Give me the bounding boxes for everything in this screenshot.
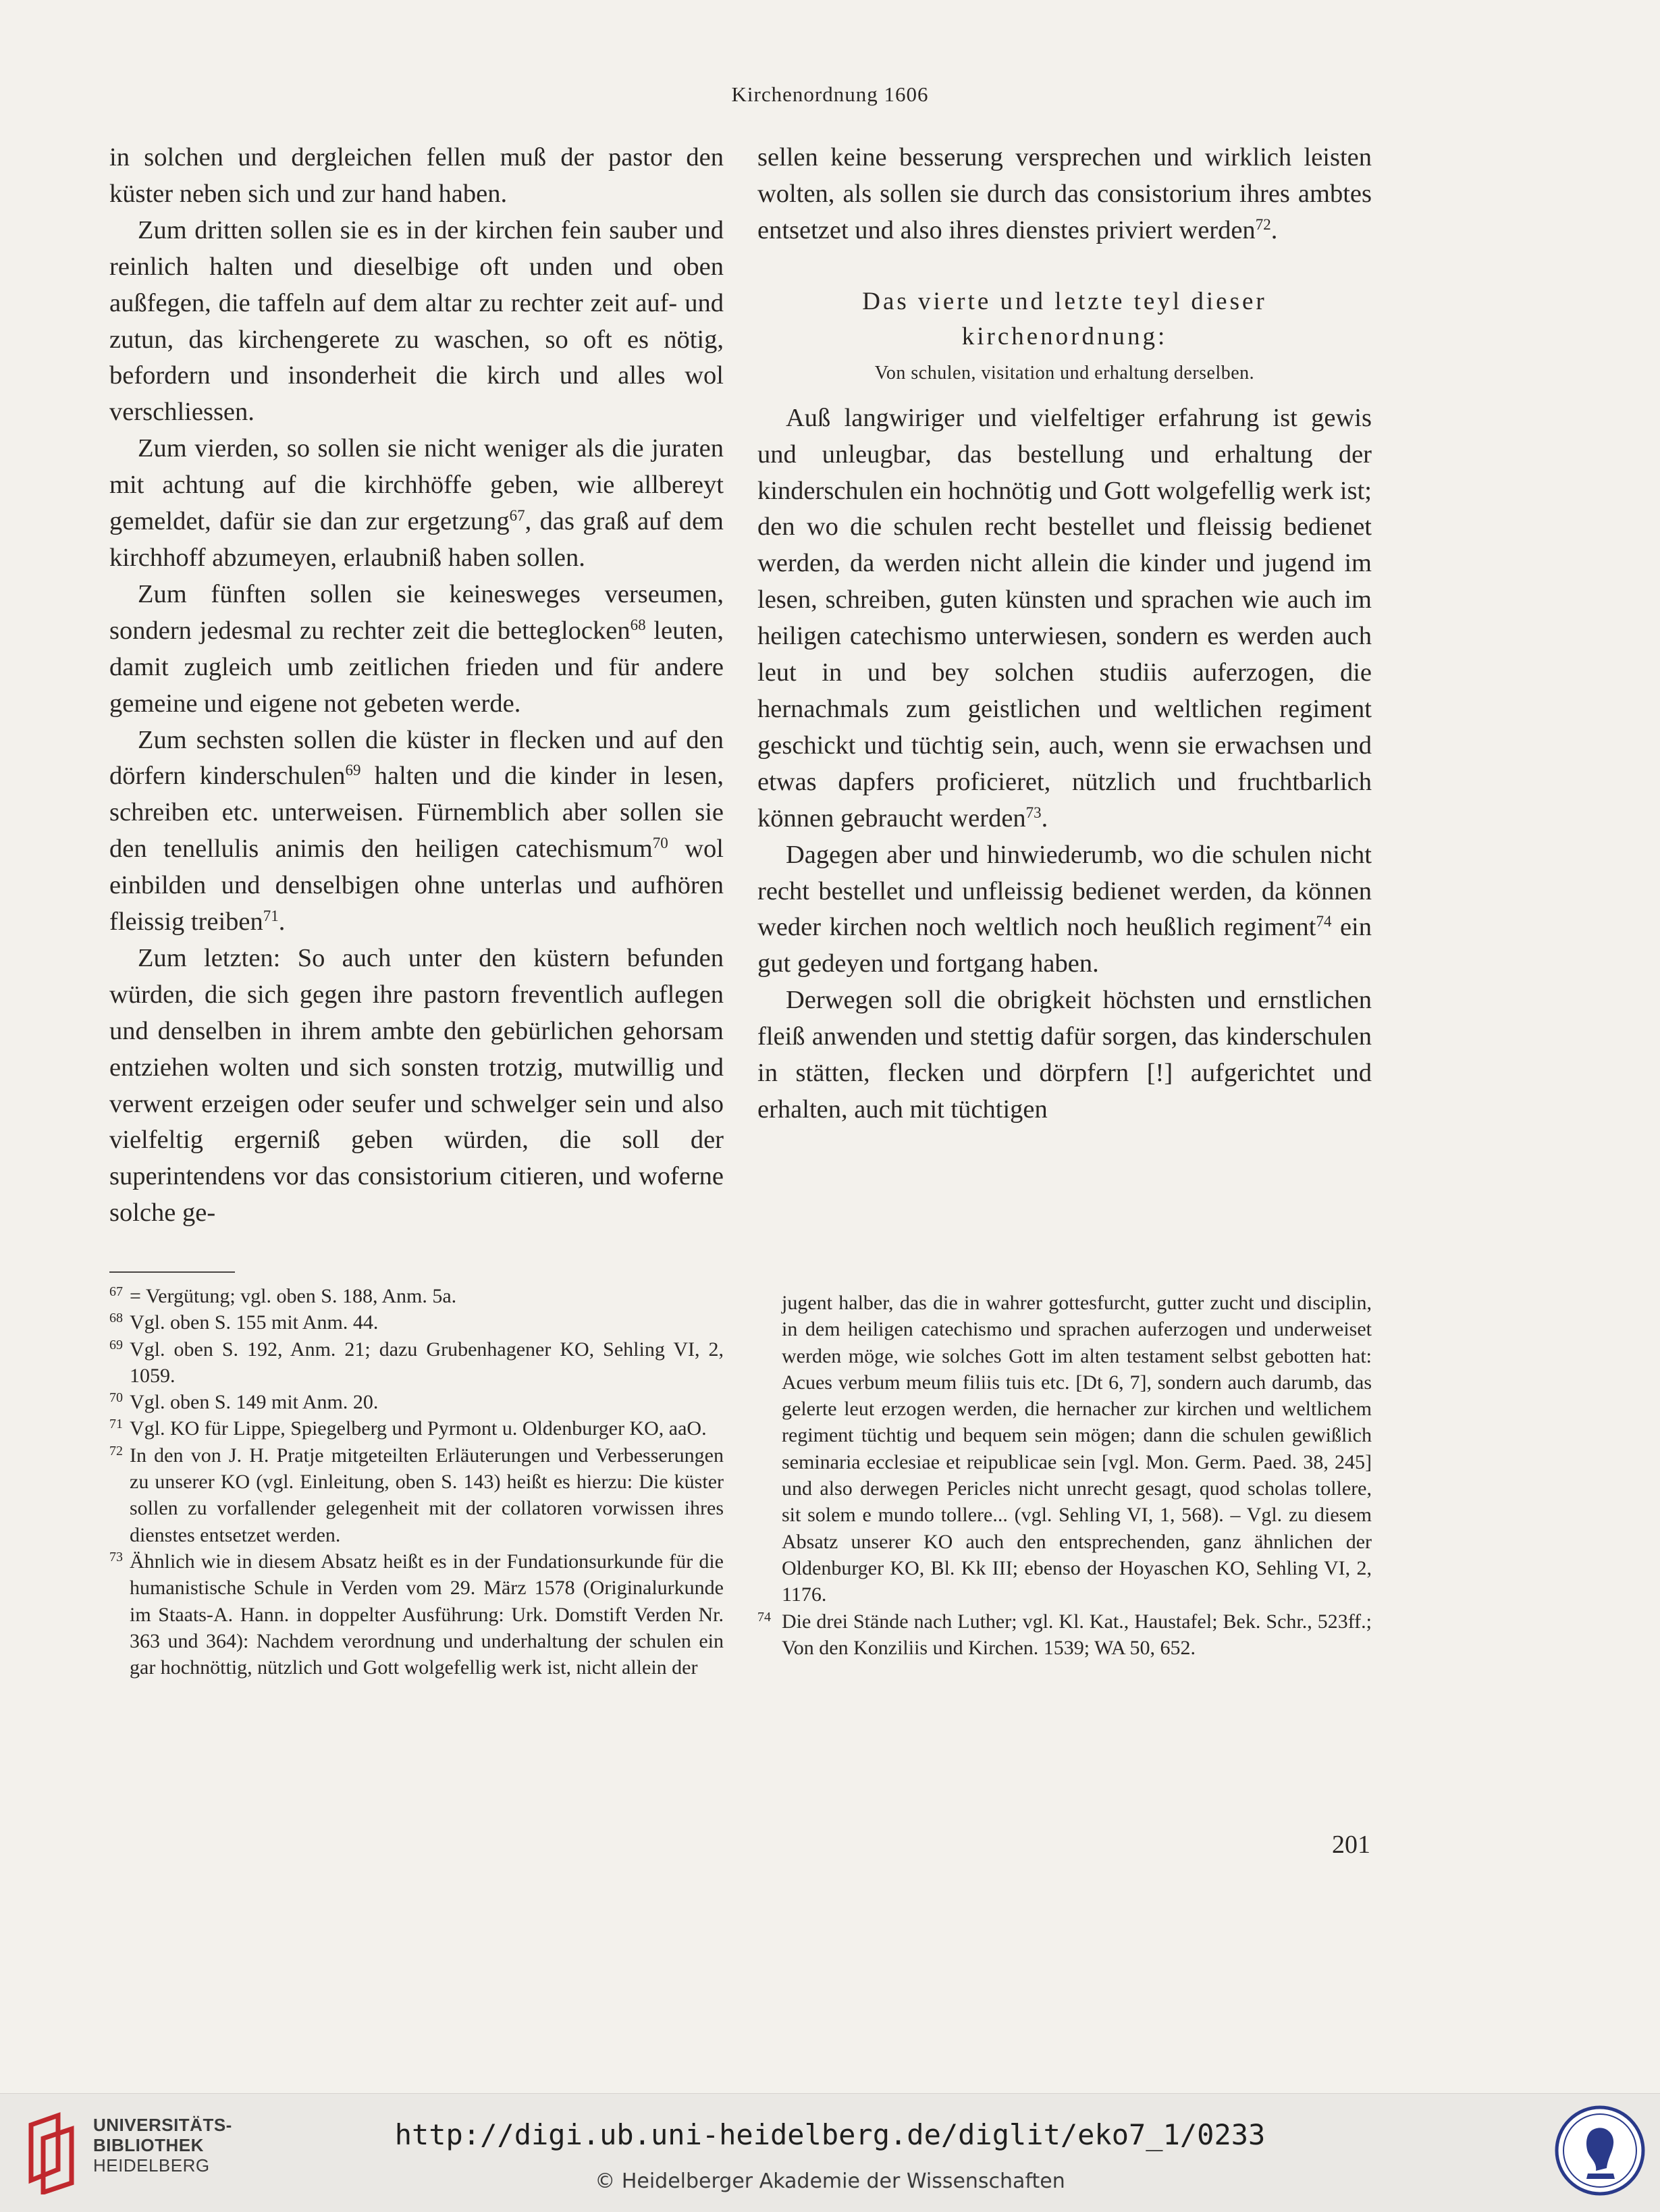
- footnote-text: Vgl. oben S. 192, Anm. 21; dazu Grubenhagener KO, Sehling VI, 2, 1059.: [130, 1338, 724, 1387]
- footnote-ref[interactable]: 71: [263, 907, 279, 925]
- paragraph: [109, 213, 724, 431]
- paragraph-text: Zum sechsten sollen die küster in flecken und auf den dörfern kinderschulen: [109, 725, 724, 791]
- footnote-ref[interactable]: 72: [1255, 215, 1271, 233]
- footnote-number: 70: [109, 1390, 123, 1406]
- copyright-notice: © Heidelberger Akademie der Wissenschaften: [595, 2169, 1065, 2193]
- section-heading: Das vierte und letzte teyl dieser kirchenordnung:: [862, 287, 1267, 350]
- footnote-ref[interactable]: 69: [345, 762, 361, 779]
- paragraph-text: wol einbilden und denselbigen ohne unterlas und aufhören fleissig treiben: [109, 835, 724, 937]
- paragraph-text: Zum fünften sollen sie keinesweges verseumen, sondern jedesmal zu rechter zeit die betteglocken: [109, 579, 724, 645]
- footnote-text: In den von J. H. Pratje mitgeteilten Erläuterungen und Verbesserungen zu unserer KO (vgl. Einleitung, oben S. 143) heißt es hierzu: Die küster sollen zu vorfallender gelegenheit mit der collatoren vorwissen ihres dienstes entsetzet werden.: [130, 1444, 724, 1546]
- footnote-ref[interactable]: 74: [1316, 913, 1332, 930]
- academy-seal-icon: [1553, 2103, 1647, 2198]
- footnote-text: Ähnlich wie in diesem Absatz heißt es in der Fundationsurkunde für die humanistische Schule in Verden vom 29. März 1578 (Originalurkunde im Staats-A. Hann. in doppelter Ausführung: Urk. Domstift Verden Nr. 363 und 364): Nachdem verordnung und underhaltung der schulen ein gar hochnöttig, nützlich und Gott wolgefellig werk ist, nicht allein der: [130, 1550, 724, 1679]
- footnote-ref[interactable]: 73: [1025, 804, 1042, 821]
- section-subheading: Von schulen, visitation und erhaltung derselben.: [874, 362, 1255, 384]
- footnote: [109, 1389, 724, 1415]
- footnote: [109, 1336, 724, 1390]
- paragraph: [109, 941, 724, 1232]
- footnote-text: Die drei Stände nach Luther; vgl. Kl. Kat., Haustafel; Bek. Schr., 523ff.; Von den Konziliis und Kirchen. 1539; WA 50, 652.: [782, 1610, 1372, 1659]
- institution-line: BIBLIOTHEK: [93, 2135, 204, 2155]
- paragraph-text: Zum letzten: So auch unter den küstern befunden würden, die sich gegen ihre pastorn freventlich auflegen und denselben in ihrem ambte den gebürlichen gehorsam entziehen wolten und sich sonsten trotzig, mutwillig und verwent erzeigen oder seufer und schwelger sein und also vielfeltig ergerniß geben würden, die soll der superintendens vor das consistorium citieren, und woferne solche ge-: [109, 943, 724, 1228]
- footnote-text: Vgl. oben S. 149 mit Anm. 20.: [130, 1391, 379, 1414]
- footnote-divider: [109, 1271, 235, 1273]
- footnote: [109, 1309, 724, 1336]
- footnote-text: Vgl. KO für Lippe, Spiegelberg und Pyrmont u. Oldenburger KO, aaO.: [130, 1417, 707, 1440]
- paragraph-text: , das graß auf dem kirchhoff abzumeyen, erlaubniß haben sollen.: [109, 507, 724, 572]
- paragraph-text: .: [1041, 804, 1048, 833]
- running-head: Kirchenordnung 1606: [731, 82, 929, 106]
- footnote-continuation: jugent halber, das die in wahrer gottesfurcht, gutter zucht und disciplin, in dem heiligen catechismo und sprachen auferzogen und underweiset werden möge, wie solches Gott im alten testament selbst gebotten hat: Acues verbum meum filiis tuis etc. [Dt 6, 7], sondern auch darumb, das gelerte leut erzogen werden, die hernacher zur kirchen und weltlichem regiment tüchtig und bequem sein mögen; dann die schulen gewißlich seminaria ecclesiae et reipublicae sein [vgl. Mon. Germ. Paed. 38, 245] und also derwegen Pericles nicht unrecht gesagt, quod scholas tollere, sit solem e mundo tollere... (vgl. Sehling VI, 1, 568). – Vgl. zu diesem Absatz unserer KO auch den entsprechenden, ganz ähnlichen der Oldenburger KO, Bl. Kk III; ebenso der Hoyaschen KO, Sehling VI, 2, 1176.: [782, 1292, 1372, 1606]
- paragraph-text: Zum vierden, so sollen sie nicht weniger als die juraten mit achtung auf die kirchhöffe geben, wie allbereyt gemeldet, dafür sie dan zur ergetzung: [109, 434, 724, 536]
- footnote-number: 72: [109, 1443, 123, 1458]
- footnote-text: = Vergütung; vgl. oben S. 188, Anm. 5a.: [130, 1285, 457, 1307]
- paragraph-text: Auß langwiriger und vielfeltiger erfahrung ist gewis und unleugbar, das bestellung und erhaltung der kinderschulen ein hochnötig und Gott wolgefellig werk ist; den wo die schulen recht bestellet und fleissig bedienet werden, da werden nicht allein die kinder und jugend im lesen, schreiben, guten künsten und sprachen wie auch im heiligen catechismo unterwiesen, sondern es werden auch leut in und bey solchen studiis auferzogen, die hernachmals zum geistlichen und weltlichen regiment geschickt und tüchtig sein, auch, wenn sie erwachsen und etwas dapfers proficieret, nützlich und fruchtbarlich können gebraucht werden: [757, 403, 1372, 833]
- paragraph-text: Zum dritten sollen sie es in der kirchen fein sauber und reinlich halten und dieselbige oft unden und oben außfegen, die taffeln auf dem altar zu rechter zeit auf- und zutun, das kirchengerete zu waschen, so oft es nötig, befordern und insonderheit die kirch und alles wol verschliessen.: [109, 215, 724, 427]
- footnote-ref[interactable]: 68: [630, 616, 646, 633]
- paragraph-text: halten und die kinder in lesen, schreiben etc. unterweisen. Fürnemblich aber sollen sie den tenellulis animis den heiligen catechismum: [109, 762, 724, 864]
- footnote: [109, 1415, 724, 1442]
- footnote-number: 73: [109, 1549, 123, 1564]
- footnote-number: 71: [109, 1417, 123, 1432]
- paragraph: [757, 140, 1372, 249]
- footnote-ref[interactable]: 67: [509, 507, 525, 525]
- paragraph-text: sellen keine besserung versprechen und wirklich leisten wolten, als sollen sie durch das consistorium ihres ambtes entsetzet und also ihres dienstes priviert werden: [757, 143, 1372, 244]
- paragraph: [109, 722, 724, 941]
- paragraph: [109, 431, 724, 577]
- paragraph: [109, 577, 724, 722]
- permalink-url[interactable]: http://digi.ub.uni-heidelberg.de/diglit/eko7_1/0233: [394, 2118, 1266, 2151]
- paragraph-text: leuten, damit zugleich umb zeitlichen frieden und für andere gemeine und eigene not gebeten werde.: [109, 616, 724, 718]
- viewer-footer: [0, 2093, 1660, 2212]
- institution-line: UNIVERSITÄTS-: [93, 2115, 232, 2135]
- institution-line: HEIDELBERG: [93, 2155, 210, 2176]
- paragraph-text: .: [1270, 215, 1278, 244]
- paragraph-text: .: [278, 907, 286, 937]
- footnotes-left: [109, 1283, 724, 1681]
- paragraph: [757, 837, 1372, 983]
- paragraph-text: in solchen und dergleichen fellen muß der pastor den küster neben sich und zur hand haben.: [109, 143, 724, 208]
- footnotes-right: [757, 1290, 1372, 1661]
- paragraph: [757, 982, 1372, 1128]
- right-column: [757, 140, 1372, 1128]
- paragraph: [109, 140, 724, 213]
- footnote-number: 67: [109, 1284, 123, 1299]
- footnote: [109, 1283, 724, 1309]
- footnote-ref[interactable]: 70: [652, 835, 668, 852]
- paragraph-text: Dagegen aber und hinwiederumb, wo die schulen nicht recht bestellet und unfleissig bedienet werden, da können weder kirchen noch weltlich noch heußlich regiment: [757, 840, 1372, 942]
- footnote-number: 74: [757, 1609, 771, 1625]
- footnote-number: 69: [109, 1337, 123, 1352]
- footnote: [109, 1548, 724, 1681]
- paragraph-text: Derwegen soll die obrigkeit höchsten und ernstlichen fleiß anwenden und stettig dafür sorgen, das kinderschulen in stätten, flecken und dörpfern [!] aufgerichtet und erhalten, auch mit tüchtigen: [757, 986, 1372, 1124]
- footnote: [757, 1608, 1372, 1662]
- page-number: 201: [1332, 1831, 1370, 1859]
- left-column: [109, 140, 724, 1232]
- footnote-number: 68: [109, 1311, 123, 1326]
- footnote: [109, 1442, 724, 1548]
- paragraph-text: ein gut gedeyen und fortgang haben.: [757, 913, 1372, 978]
- paragraph: [757, 400, 1372, 837]
- footnote-text: Vgl. oben S. 155 mit Anm. 44.: [130, 1311, 379, 1334]
